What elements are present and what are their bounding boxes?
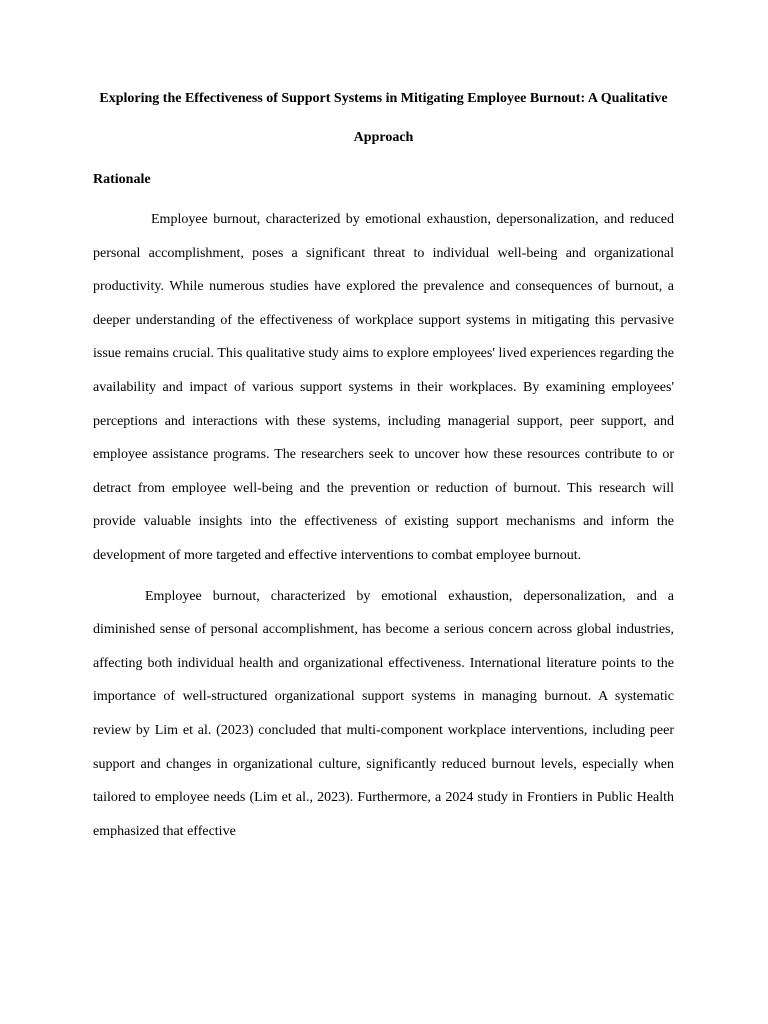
document-title: Exploring the Effectiveness of Support Systems in Mitigating Employee Burnout: A Qualitative Approach: [99, 91, 668, 145]
paragraph-1: Employee burnout, characterized by emotional exhaustion, depersonalization, and reduced personal accomplishment, poses a significant threat to individual well-being and organizational productivity. While numerous studies have explored the prevalence and consequences of burnout, a deeper understanding of the effectiveness of workplace support systems in mitigating this pervasive issue remains crucial. This qualitative study aims to explore employees' lived experiences regarding the availability and impact of various support systems in their workplaces. By examining employees' perceptions and interactions with these systems, including managerial support, peer support, and employee assistance programs. The researchers seek to uncover how these resources contribute to or detract from employee well-being and the prevention or reduction of burnout. This research will provide valuable insights into the effectiveness of existing support mechanisms and inform the development of more targeted and effective interventions to combat employee burnout.: [93, 212, 674, 563]
section-heading-rationale: Rationale: [93, 172, 151, 187]
paragraph-2: Employee burnout, characterized by emotional exhaustion, depersonalization, and a diminished sense of personal accomplishment, has become a serious concern across global industries, affecting both individual health and organizational effectiveness. International literature points to the importance of well-structured organizational support systems in managing burnout. A systematic review by Lim et al. (2023) concluded that multi-component workplace interventions, including peer support and changes in organizational culture, significantly reduced burnout levels, especially when tailored to employee needs (Lim et al., 2023). Furthermore, a 2024 study in Frontiers in Public Health emphasized that effective: [93, 588, 674, 839]
document-page: [93, 79, 674, 855]
